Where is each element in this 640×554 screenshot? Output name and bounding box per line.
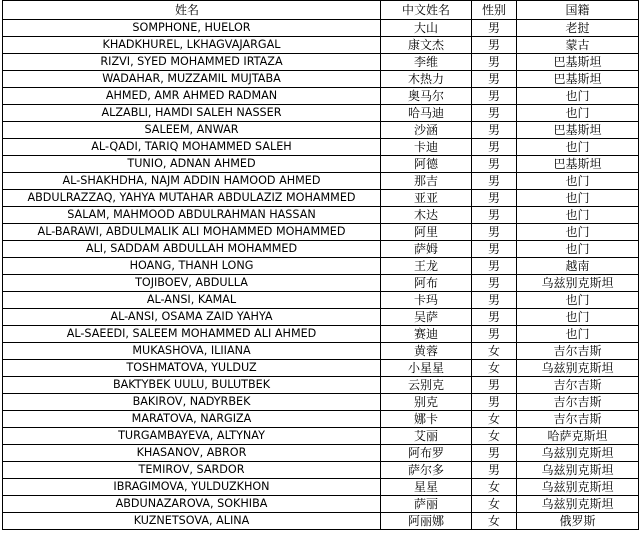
table-row (3, 326, 639, 343)
cell-name: BAKIROV, NADYRBEK (3, 394, 381, 411)
cell-nationality: 哈萨克斯坦 (517, 428, 639, 445)
cell-chinese-name: 云别克 (381, 377, 472, 394)
cell-nationality: 也门 (517, 105, 639, 122)
cell-gender: 男 (472, 292, 517, 309)
cell-name: AL-SHAKHDHA, NAJM ADDIN HAMOOD AHMED (3, 173, 381, 190)
cell-name: KHADKHUREL, LKHAGVAJARGAL (3, 37, 381, 54)
table-row (3, 496, 639, 513)
cell-gender: 男 (472, 139, 517, 156)
cell-name: SALEEM, ANWAR (3, 122, 381, 139)
table-row (3, 360, 639, 377)
cell-chinese-name: 阿德 (381, 156, 472, 173)
cell-nationality: 也门 (517, 190, 639, 207)
cell-name: IBRAGIMOVA, YULDUZKHON (3, 479, 381, 496)
table-row (3, 292, 639, 309)
cell-name: AHMED, AMR AHMED RADMAN (3, 88, 381, 105)
cell-gender: 男 (472, 37, 517, 54)
table-row (3, 105, 639, 122)
cell-nationality: 也门 (517, 173, 639, 190)
cell-name: MUKASHOVA, ILIIANA (3, 343, 381, 360)
cell-chinese-name: 阿丽娜 (381, 513, 472, 530)
student-roster-table (2, 0, 639, 530)
cell-nationality: 乌兹别克斯坦 (517, 360, 639, 377)
cell-chinese-name: 别克 (381, 394, 472, 411)
header-chinese-name: 中文姓名 (381, 1, 472, 20)
cell-nationality: 巴基斯坦 (517, 71, 639, 88)
cell-name: AL-BARAWI, ABDULMALIK ALI MOHAMMED MOHAMMED (3, 224, 381, 241)
cell-gender: 男 (472, 156, 517, 173)
header-gender: 性别 (472, 1, 517, 20)
cell-chinese-name: 木热力 (381, 71, 472, 88)
table-row (3, 224, 639, 241)
table-row (3, 411, 639, 428)
cell-gender: 男 (472, 377, 517, 394)
roster-body (3, 20, 639, 530)
cell-nationality: 巴基斯坦 (517, 122, 639, 139)
cell-gender: 女 (472, 428, 517, 445)
table-row (3, 173, 639, 190)
cell-name: ABDUNAZAROVA, SOKHIBA (3, 496, 381, 513)
cell-nationality: 也门 (517, 309, 639, 326)
cell-gender: 男 (472, 462, 517, 479)
cell-name: AL-SAEEDI, SALEEM MOHAMMED ALI AHMED (3, 326, 381, 343)
cell-name: TEMIROV, SARDOR (3, 462, 381, 479)
cell-nationality: 也门 (517, 224, 639, 241)
cell-chinese-name: 王龙 (381, 258, 472, 275)
table-row (3, 88, 639, 105)
cell-name: KHASANOV, ABROR (3, 445, 381, 462)
cell-chinese-name: 星星 (381, 479, 472, 496)
table-row (3, 241, 639, 258)
cell-gender: 男 (472, 105, 517, 122)
cell-chinese-name: 艾丽 (381, 428, 472, 445)
table-row (3, 513, 639, 530)
table-row (3, 428, 639, 445)
header-name: 姓名 (3, 1, 381, 20)
cell-nationality: 也门 (517, 88, 639, 105)
cell-name: ALZABLI, HAMDI SALEH NASSER (3, 105, 381, 122)
cell-chinese-name: 阿布罗 (381, 445, 472, 462)
cell-name: RIZVI, SYED MOHAMMED IRTAZA (3, 54, 381, 71)
cell-name: BAKTYBEK UULU, BULUTBEK (3, 377, 381, 394)
cell-gender: 男 (472, 207, 517, 224)
table-row (3, 479, 639, 496)
cell-gender: 男 (472, 122, 517, 139)
cell-gender: 男 (472, 241, 517, 258)
cell-name: ABDULRAZZAQ, YAHYA MUTAHAR ABDULAZIZ MOHAMMED (3, 190, 381, 207)
table-row (3, 343, 639, 360)
cell-chinese-name: 卡迪 (381, 139, 472, 156)
cell-chinese-name: 萨尔多 (381, 462, 472, 479)
cell-name: TUNIO, ADNAN AHMED (3, 156, 381, 173)
cell-gender: 男 (472, 20, 517, 37)
cell-nationality: 也门 (517, 241, 639, 258)
cell-gender: 男 (472, 190, 517, 207)
cell-gender: 女 (472, 343, 517, 360)
cell-chinese-name: 亚亚 (381, 190, 472, 207)
cell-name: MARATOVA, NARGIZA (3, 411, 381, 428)
cell-name: AL-QADI, TARIQ MOHAMMED SALEH (3, 139, 381, 156)
cell-chinese-name: 大山 (381, 20, 472, 37)
cell-gender: 男 (472, 54, 517, 71)
table-row (3, 207, 639, 224)
student-roster-sheet (2, 0, 638, 553)
header-nationality: 国籍 (517, 1, 639, 20)
cell-gender: 女 (472, 411, 517, 428)
cell-chinese-name: 小星星 (381, 360, 472, 377)
cell-name: SOMPHONE, HUELOR (3, 20, 381, 37)
cell-name: TOJIBOEV, ABDULLA (3, 275, 381, 292)
cell-name: TOSHMATOVA, YULDUZ (3, 360, 381, 377)
header-row (3, 1, 639, 20)
cell-gender: 男 (472, 173, 517, 190)
cell-gender: 女 (472, 360, 517, 377)
cell-gender: 男 (472, 224, 517, 241)
cell-nationality: 吉尔吉斯 (517, 411, 639, 428)
table-row (3, 309, 639, 326)
cell-name: SALAM, MAHMOOD ABDULRAHMAN HASSAN (3, 207, 381, 224)
table-row (3, 71, 639, 88)
cell-nationality: 也门 (517, 292, 639, 309)
cell-gender: 男 (472, 309, 517, 326)
cell-nationality: 乌兹别克斯坦 (517, 445, 639, 462)
table-row (3, 190, 639, 207)
cell-gender: 男 (472, 326, 517, 343)
cell-chinese-name: 康文杰 (381, 37, 472, 54)
cell-nationality: 吉尔吉斯 (517, 343, 639, 360)
cell-nationality: 越南 (517, 258, 639, 275)
cell-nationality: 吉尔吉斯 (517, 394, 639, 411)
cell-gender: 男 (472, 88, 517, 105)
cell-chinese-name: 那吉 (381, 173, 472, 190)
cell-chinese-name: 萨丽 (381, 496, 472, 513)
cell-gender: 男 (472, 445, 517, 462)
table-row (3, 377, 639, 394)
cell-nationality: 也门 (517, 326, 639, 343)
cell-name: ALI, SADDAM ABDULLAH MOHAMMED (3, 241, 381, 258)
cell-name: HOANG, THANH LONG (3, 258, 381, 275)
cell-gender: 男 (472, 275, 517, 292)
table-row (3, 275, 639, 292)
cell-chinese-name: 哈马迪 (381, 105, 472, 122)
cell-chinese-name: 吴萨 (381, 309, 472, 326)
cell-nationality: 乌兹别克斯坦 (517, 496, 639, 513)
cell-nationality: 乌兹别克斯坦 (517, 275, 639, 292)
cell-nationality: 老挝 (517, 20, 639, 37)
cell-chinese-name: 李维 (381, 54, 472, 71)
cell-chinese-name: 赛迪 (381, 326, 472, 343)
cell-nationality: 也门 (517, 207, 639, 224)
cell-chinese-name: 阿布 (381, 275, 472, 292)
cell-chinese-name: 阿里 (381, 224, 472, 241)
cell-name: AL-ANSI, KAMAL (3, 292, 381, 309)
cell-name: TURGAMBAYEVA, ALTYNAY (3, 428, 381, 445)
cell-chinese-name: 沙涵 (381, 122, 472, 139)
cell-nationality: 俄罗斯 (517, 513, 639, 530)
table-row (3, 156, 639, 173)
cell-gender: 女 (472, 513, 517, 530)
table-row (3, 258, 639, 275)
table-row (3, 20, 639, 37)
table-row (3, 394, 639, 411)
table-row (3, 445, 639, 462)
cell-chinese-name: 奥马尔 (381, 88, 472, 105)
table-row (3, 122, 639, 139)
cell-nationality: 乌兹别克斯坦 (517, 462, 639, 479)
cell-nationality: 也门 (517, 139, 639, 156)
cell-chinese-name: 娜卡 (381, 411, 472, 428)
cell-name: KUZNETSOVA, ALINA (3, 513, 381, 530)
cell-nationality: 蒙古 (517, 37, 639, 54)
cell-nationality: 巴基斯坦 (517, 54, 639, 71)
table-row (3, 54, 639, 71)
cell-nationality: 乌兹别克斯坦 (517, 479, 639, 496)
cell-gender: 女 (472, 496, 517, 513)
cell-name: WADAHAR, MUZZAMIL MUJTABA (3, 71, 381, 88)
table-row (3, 462, 639, 479)
cell-gender: 男 (472, 394, 517, 411)
cell-nationality: 吉尔吉斯 (517, 377, 639, 394)
table-row (3, 139, 639, 156)
cell-name: AL-ANSI, OSAMA ZAID YAHYA (3, 309, 381, 326)
cell-gender: 男 (472, 71, 517, 88)
cell-chinese-name: 黄蓉 (381, 343, 472, 360)
cell-chinese-name: 卡玛 (381, 292, 472, 309)
table-row (3, 37, 639, 54)
cell-chinese-name: 木达 (381, 207, 472, 224)
cell-gender: 女 (472, 479, 517, 496)
cell-nationality: 巴基斯坦 (517, 156, 639, 173)
cell-chinese-name: 萨姆 (381, 241, 472, 258)
cell-gender: 男 (472, 258, 517, 275)
